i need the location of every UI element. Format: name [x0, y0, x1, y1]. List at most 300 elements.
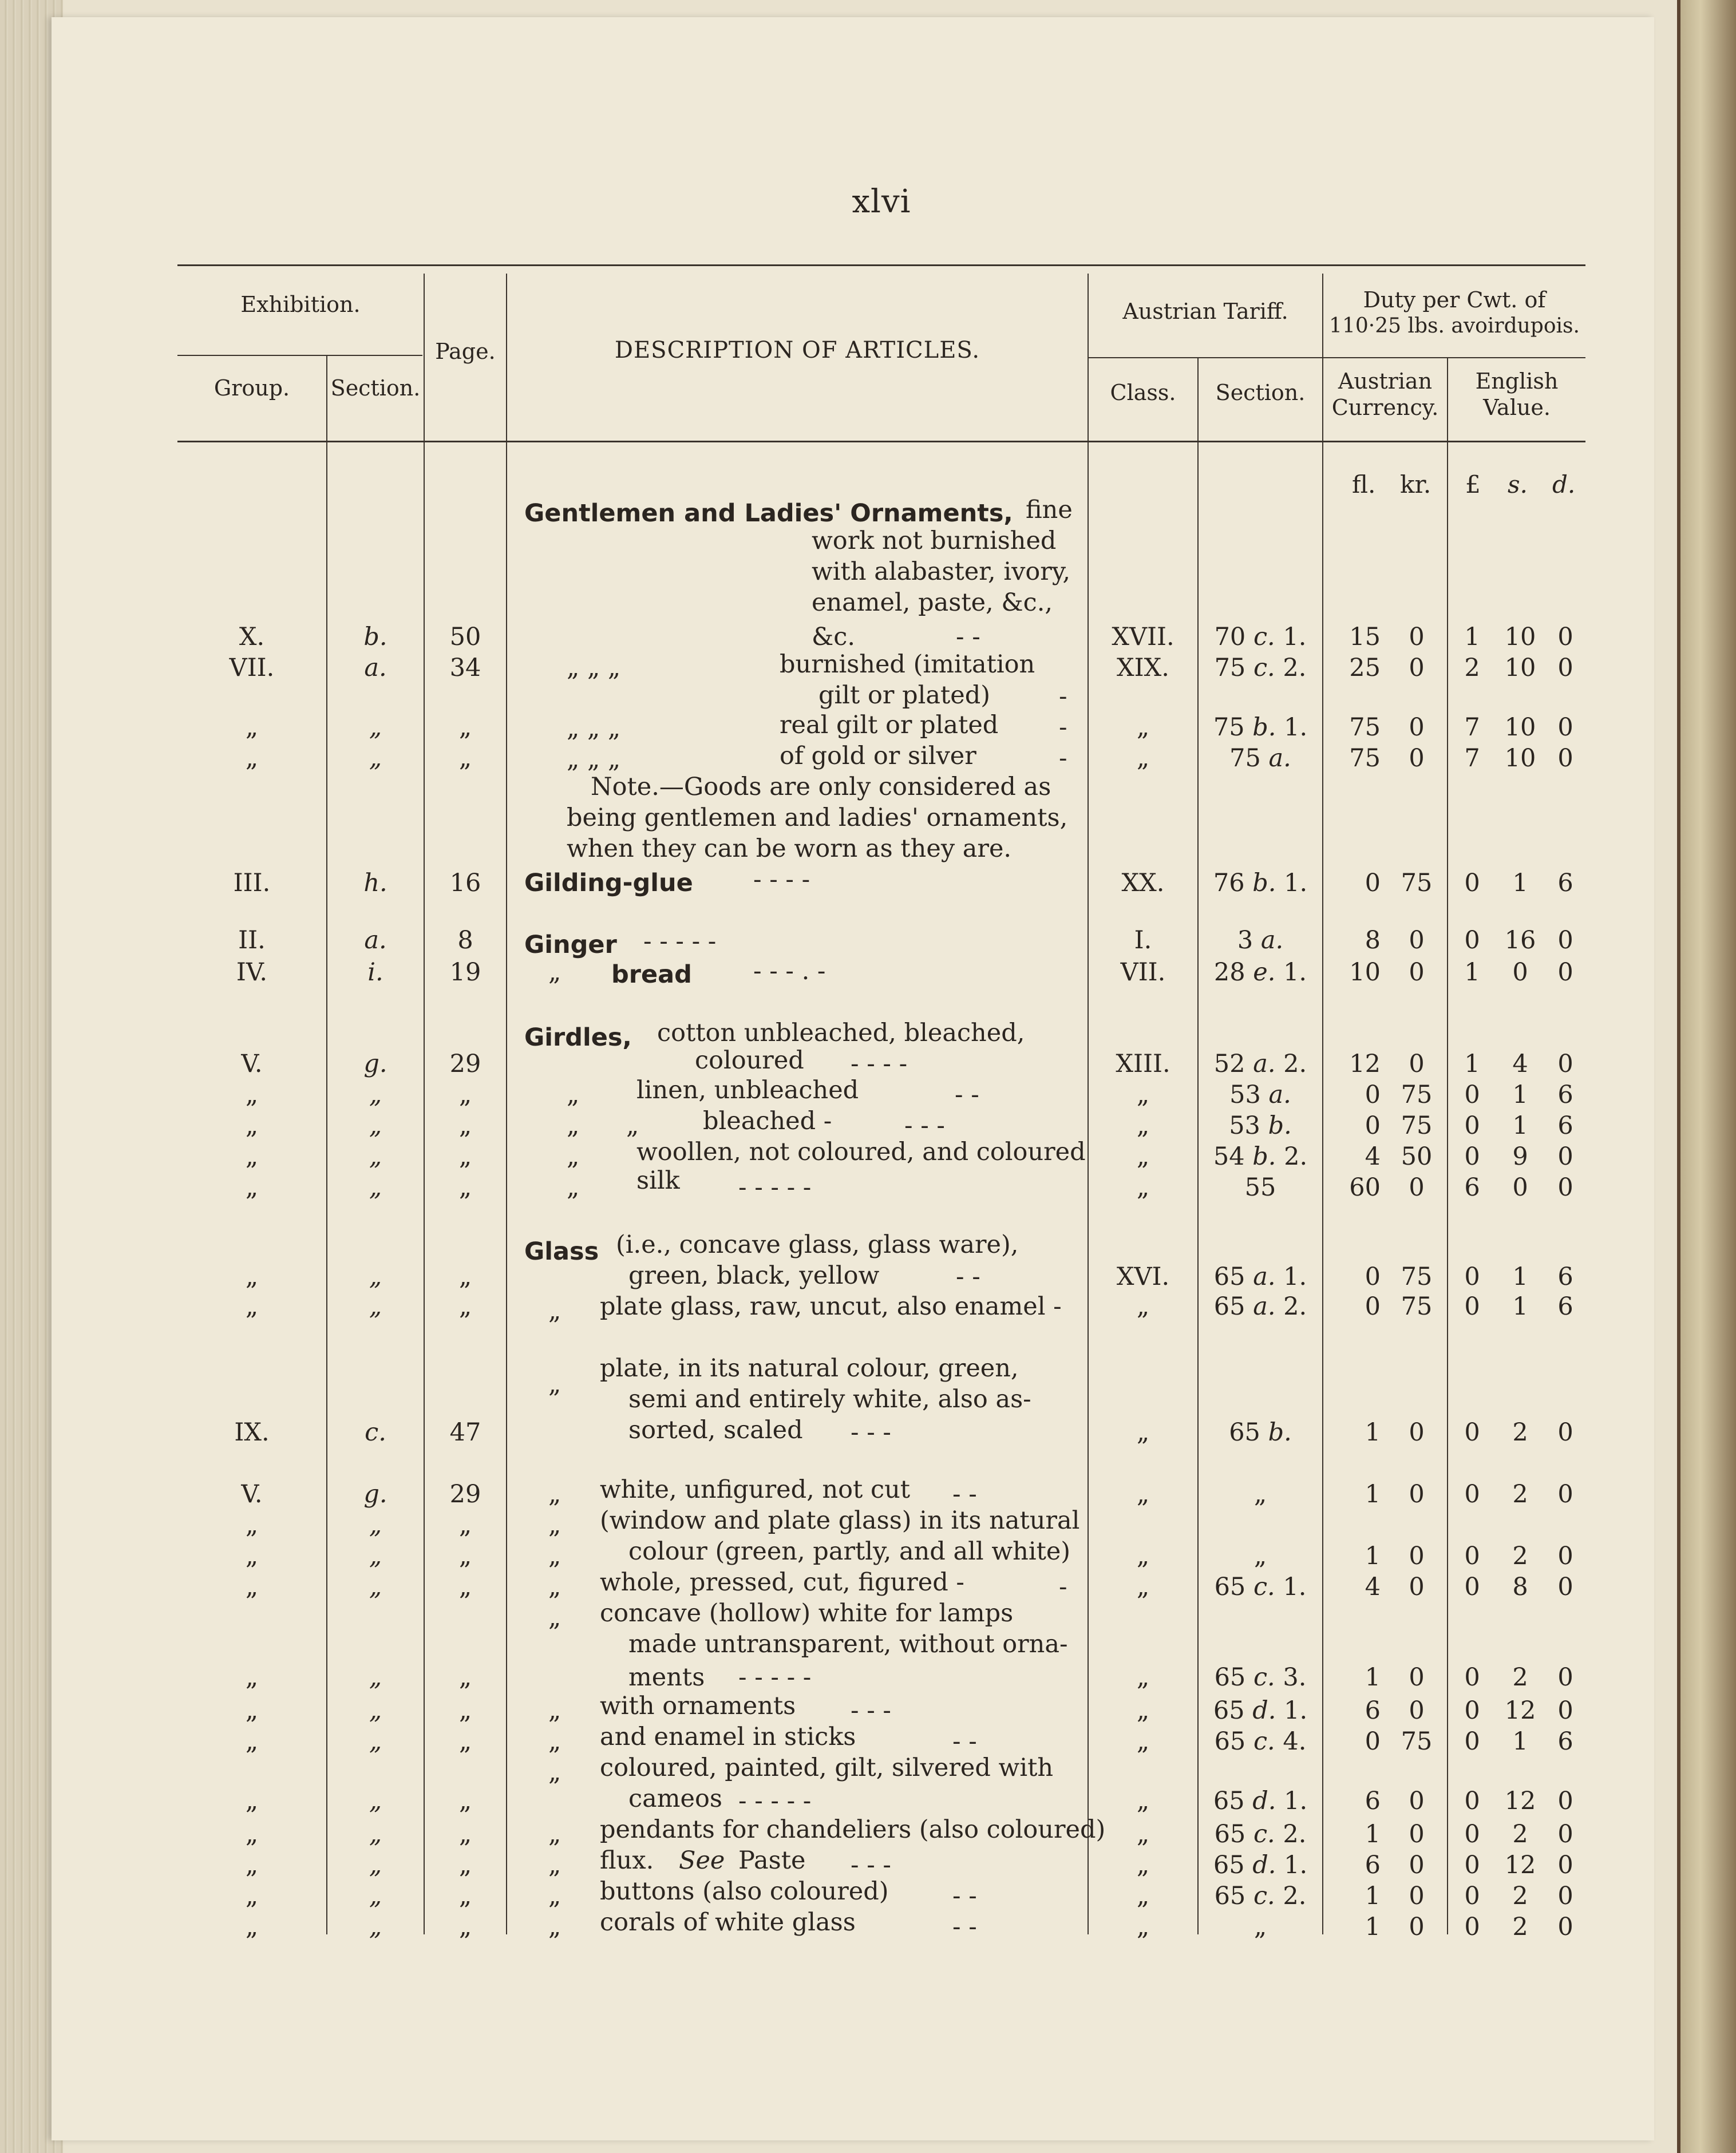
desc-dash: - - — [952, 1480, 977, 1509]
cell-group: „ — [245, 1913, 259, 1941]
desc-text: corals of white glass — [600, 1908, 856, 1937]
cell-fl: 4 — [1365, 1142, 1381, 1171]
cell-section: „ — [369, 1787, 382, 1815]
desc-text: bleached - — [703, 1107, 832, 1135]
cell-l: 0 — [1464, 1292, 1480, 1321]
cell-group: „ — [245, 744, 259, 773]
next-page-edge — [1677, 0, 1736, 2153]
cell-kr: 0 — [1409, 1480, 1425, 1509]
cell-tsec: 65 c. 4. — [1214, 1727, 1307, 1756]
cell-page: „ — [458, 1542, 472, 1570]
desc-text: See — [679, 1846, 725, 1875]
cell-l: 0 — [1464, 1663, 1480, 1692]
cell-fl: 1 — [1365, 1542, 1381, 1570]
cell-fl: 0 — [1365, 1111, 1381, 1140]
desc-text: cotton unbleached, bleached, — [657, 1019, 1025, 1047]
cell-l: 0 — [1464, 1820, 1480, 1849]
cell-s: 10 — [1504, 654, 1536, 682]
cell-l: 7 — [1464, 744, 1480, 773]
cell-tsec: 65 a. 2. — [1213, 1292, 1307, 1321]
cell-kr: 0 — [1409, 1913, 1425, 1941]
cell-page: „ — [458, 1787, 472, 1815]
cell-tsec: 65 c. 2. — [1214, 1882, 1307, 1910]
cell-s: 2 — [1512, 1663, 1528, 1692]
cell-tsec: 65 c. 2. — [1214, 1820, 1307, 1849]
cell-class: „ — [1136, 1882, 1150, 1910]
cell-l: 0 — [1464, 926, 1480, 955]
desc-text: flux. — [600, 1846, 654, 1875]
cell-kr: 0 — [1409, 1418, 1425, 1447]
cell-page: 34 — [449, 654, 481, 682]
cell-kr: 75 — [1401, 869, 1433, 897]
cell-fl: 0 — [1365, 1727, 1381, 1756]
cell-group: „ — [245, 1142, 259, 1171]
cell-s: 12 — [1504, 1696, 1536, 1725]
cell-section: „ — [369, 744, 382, 773]
desc-dash: - - — [956, 1262, 980, 1291]
cell-d: 6 — [1557, 1111, 1573, 1140]
desc-ditto: „ — [567, 1111, 580, 1140]
desc-heading-ornaments: Gentlemen and Ladies' Ornaments, — [524, 499, 1013, 528]
desc-dash: - - - . - — [753, 957, 826, 986]
cell-page: „ — [458, 1111, 472, 1140]
cell-d: 0 — [1557, 1787, 1573, 1815]
cell-kr: 75 — [1401, 1111, 1433, 1140]
header-austrian-currency-1: Austrian — [1338, 369, 1433, 394]
cell-d: 6 — [1557, 1292, 1573, 1321]
cell-group: X. — [239, 623, 265, 651]
page-number: xlvi — [852, 183, 911, 220]
cell-d: 0 — [1557, 1696, 1573, 1725]
cell-d: 0 — [1557, 1820, 1573, 1849]
desc-dash: - - — [952, 1882, 977, 1910]
desc-text: &c. — [812, 623, 856, 651]
cell-kr: 0 — [1409, 1851, 1425, 1879]
desc-ditto: „ — [548, 1851, 561, 1879]
cell-group: „ — [245, 1820, 259, 1849]
desc-heading-glass: Glass — [524, 1237, 599, 1266]
cell-section: a. — [364, 926, 387, 955]
cell-class: „ — [1136, 1573, 1150, 1601]
cell-l: 6 — [1464, 1173, 1480, 1202]
cell-page: „ — [458, 1882, 472, 1910]
cell-kr: 0 — [1409, 713, 1425, 742]
cell-l: 0 — [1464, 1787, 1480, 1815]
desc-text: concave (hollow) white for lamps — [600, 1599, 1014, 1628]
cell-tsec: 65 d. 1. — [1213, 1787, 1308, 1815]
cell-group: „ — [245, 1787, 259, 1815]
cell-tsec: 76 b. 1. — [1213, 869, 1308, 897]
desc-text: fine — [1026, 496, 1073, 524]
cell-s: 1 — [1512, 1727, 1528, 1756]
cell-section: „ — [369, 1663, 382, 1692]
desc-heading-girdles: Girdles, — [524, 1023, 632, 1052]
cell-class: „ — [1136, 713, 1150, 742]
cell-page: „ — [458, 713, 472, 742]
cell-section: „ — [369, 1081, 382, 1109]
desc-text: with ornaments — [600, 1692, 796, 1720]
header-class: Class. — [1110, 380, 1176, 405]
desc-dash: - - - - — [753, 865, 810, 894]
cell-tsec: „ — [1253, 1542, 1267, 1570]
cell-group: IV. — [236, 958, 268, 987]
cell-group: II. — [238, 926, 266, 955]
cell-class: XIII. — [1116, 1050, 1170, 1078]
cell-fl: 1 — [1365, 1418, 1381, 1447]
cell-fl: 75 — [1349, 744, 1381, 773]
desc-note: being gentlemen and ladies' ornaments, — [567, 804, 1068, 832]
desc-text: (window and plate glass) in its natural — [600, 1506, 1080, 1535]
cell-s: 2 — [1512, 1480, 1528, 1509]
desc-dash: - - - - — [851, 1050, 908, 1078]
desc-ditto: „ — [626, 1111, 639, 1140]
desc-text: pendants for chandeliers (also coloured) — [600, 1815, 1106, 1844]
cell-s: 2 — [1512, 1820, 1528, 1849]
cell-s: 2 — [1512, 1542, 1528, 1570]
cell-tsec: 53 b. — [1229, 1111, 1292, 1140]
cell-fl: 60 — [1349, 1173, 1381, 1202]
cell-kr: 0 — [1409, 958, 1425, 987]
cell-page: „ — [458, 1173, 472, 1202]
cell-section: g. — [363, 1480, 387, 1509]
desc-heading-gilding-glue: Gilding-glue — [524, 869, 693, 897]
cell-section: „ — [369, 1573, 382, 1601]
desc-dash: - — [1059, 713, 1067, 742]
cell-section: g. — [363, 1050, 387, 1078]
desc-note: Note.—Goods are only considered as — [591, 773, 1051, 801]
desc-heading-ginger: Ginger — [524, 931, 617, 959]
cell-tsec: 75 b. 1. — [1213, 713, 1308, 742]
cell-group: „ — [245, 1727, 259, 1756]
cell-s: 16 — [1504, 926, 1536, 955]
cell-fl: 4 — [1365, 1573, 1381, 1601]
desc-ditto: „ — [548, 1882, 561, 1910]
cell-s: 9 — [1512, 1142, 1528, 1171]
desc-ditto: „ — [548, 1542, 561, 1570]
cell-tsec: 54 b. 2. — [1213, 1142, 1308, 1171]
header-duty-line1: Duty per Cwt. of — [1363, 287, 1546, 312]
desc-text: (i.e., concave glass, glass ware), — [616, 1230, 1019, 1259]
header-exhibition: Exhibition. — [240, 292, 361, 317]
cell-l: 0 — [1464, 1262, 1480, 1291]
cell-s: 10 — [1504, 744, 1536, 773]
cell-class: XIX. — [1117, 654, 1169, 682]
desc-ditto: „ — [567, 1081, 580, 1109]
header-austrian-currency-2: Currency. — [1331, 395, 1439, 420]
cell-d: 6 — [1557, 1081, 1573, 1109]
table-top-rule — [177, 264, 1585, 266]
cell-class: „ — [1136, 1480, 1150, 1509]
cell-class: „ — [1136, 1081, 1150, 1109]
cell-page: „ — [458, 1142, 472, 1171]
desc-text: Paste — [738, 1846, 806, 1875]
cell-fl: 0 — [1365, 1292, 1381, 1321]
cell-l: 0 — [1464, 1696, 1480, 1725]
desc-ditto: „ — [567, 1142, 580, 1171]
cell-kr: 0 — [1409, 1050, 1425, 1078]
desc-text: of gold or silver — [780, 742, 976, 770]
desc-dash: - - - — [904, 1111, 945, 1140]
desc-dash: - — [1059, 1573, 1067, 1601]
desc-ditto: „ — [548, 1758, 561, 1787]
cell-d: 0 — [1557, 1663, 1573, 1692]
cell-section: „ — [369, 713, 382, 742]
cell-section: i. — [367, 958, 383, 987]
cell-page: 29 — [449, 1480, 481, 1509]
desc-ditto: „ — [548, 1480, 561, 1509]
desc-note: when they can be worn as they are. — [567, 834, 1012, 863]
desc-dash: - — [1059, 744, 1067, 773]
desc-dash: - - - — [851, 1851, 891, 1879]
cell-tsec: 65 b. — [1229, 1418, 1292, 1447]
cell-d: 0 — [1557, 1542, 1573, 1570]
cell-group: „ — [245, 1573, 259, 1601]
cell-l: 2 — [1464, 654, 1480, 682]
cell-group: „ — [245, 1081, 259, 1109]
cell-class: „ — [1136, 1851, 1150, 1879]
header-description: DESCRIPTION OF ARTICLES. — [614, 337, 980, 363]
cell-l: 0 — [1464, 1882, 1480, 1910]
cell-d: 0 — [1557, 926, 1573, 955]
cell-d: 0 — [1557, 654, 1573, 682]
cell-fl: 10 — [1349, 958, 1381, 987]
cell-s: 12 — [1504, 1787, 1536, 1815]
desc-text: white, unfigured, not cut — [600, 1475, 911, 1504]
cell-d: 6 — [1557, 869, 1573, 897]
desc-ditto: „ — [548, 958, 561, 987]
cell-class: „ — [1136, 1292, 1150, 1321]
cell-page: 16 — [449, 869, 481, 897]
cell-l: 0 — [1464, 1851, 1480, 1879]
cell-tsec: 28 e. 1. — [1213, 958, 1307, 987]
cell-fl: 1 — [1365, 1480, 1381, 1509]
desc-dash: - - — [956, 623, 980, 651]
desc-text: semi and entirely white, also as- — [628, 1385, 1031, 1414]
cell-fl: 12 — [1349, 1050, 1381, 1078]
cell-kr: 75 — [1401, 1292, 1433, 1321]
desc-ditto: „ — [548, 1511, 561, 1539]
unit-pound: £ — [1465, 470, 1481, 498]
cell-group: „ — [245, 1882, 259, 1910]
cell-l: 0 — [1464, 869, 1480, 897]
header-english-value-2: Value. — [1483, 395, 1551, 420]
desc-ditto: „ — [548, 1604, 561, 1632]
desc-text: woollen, not coloured, and coloured — [636, 1138, 1086, 1166]
cell-section: h. — [363, 869, 387, 897]
cell-page: 19 — [449, 958, 481, 987]
unit-kr: kr. — [1400, 470, 1431, 498]
cell-kr: 0 — [1409, 1696, 1425, 1725]
cell-d: 0 — [1557, 1050, 1573, 1078]
cell-kr: 0 — [1409, 1663, 1425, 1692]
cell-class: „ — [1136, 1418, 1150, 1447]
cell-section: „ — [369, 1882, 382, 1910]
cell-s: 1 — [1512, 869, 1528, 897]
cell-page: 50 — [449, 623, 481, 651]
cell-tsec: „ — [1253, 1480, 1267, 1509]
cell-class: I. — [1134, 926, 1152, 955]
desc-text: sorted, scaled — [628, 1416, 803, 1444]
cell-page: „ — [458, 1820, 472, 1849]
cell-class: „ — [1136, 1173, 1150, 1202]
desc-text: plate glass, raw, uncut, also enamel - — [600, 1292, 1062, 1321]
cell-page: „ — [458, 1727, 472, 1756]
cell-group: „ — [245, 1696, 259, 1725]
cell-tsec: 75 c. 2. — [1214, 654, 1307, 682]
cell-page: 47 — [449, 1418, 481, 1447]
cell-l: 0 — [1464, 1142, 1480, 1171]
cell-s: 1 — [1512, 1081, 1528, 1109]
cell-d: 0 — [1557, 1142, 1573, 1171]
cell-class: „ — [1136, 1820, 1150, 1849]
cell-section: „ — [369, 1913, 382, 1941]
col-rule-currency-value — [1447, 358, 1448, 1934]
cell-l: 0 — [1464, 1111, 1480, 1140]
header-bottom-rule — [177, 441, 1585, 442]
desc-ditto: „ — [548, 1297, 561, 1325]
exhibition-subrule — [177, 355, 422, 356]
desc-text: green, black, yellow — [628, 1261, 880, 1290]
cell-fl: 1 — [1365, 1882, 1381, 1910]
cell-tsec: 65 c. 1. — [1214, 1573, 1307, 1601]
cell-group: „ — [245, 1542, 259, 1570]
cell-group: V. — [241, 1050, 263, 1078]
desc-ditto: „ — [548, 1573, 561, 1601]
cell-s: 2 — [1512, 1882, 1528, 1910]
col-rule-page-desc — [506, 274, 507, 1934]
cell-kr: 50 — [1401, 1142, 1433, 1171]
cell-tsec: 53 a. — [1229, 1081, 1291, 1109]
cell-s: 8 — [1512, 1573, 1528, 1601]
desc-text: and enamel in sticks — [600, 1723, 856, 1751]
cell-d: 0 — [1557, 1851, 1573, 1879]
cell-section: „ — [369, 1142, 382, 1171]
header-group: Group. — [213, 375, 290, 401]
cell-kr: 0 — [1409, 926, 1425, 955]
cell-section: „ — [369, 1292, 382, 1321]
cell-fl: 6 — [1365, 1696, 1381, 1725]
cell-fl: 25 — [1349, 654, 1381, 682]
cell-fl: 6 — [1365, 1851, 1381, 1879]
cell-l: 1 — [1464, 623, 1480, 651]
cell-class: VII. — [1120, 958, 1166, 987]
desc-ditto: „ — [567, 1173, 580, 1202]
desc-ditto: „ — [548, 1913, 561, 1941]
desc-dash: - - — [952, 1727, 977, 1756]
cell-fl: 0 — [1365, 1262, 1381, 1291]
cell-tsec: 65 d. 1. — [1213, 1851, 1308, 1879]
cell-d: 0 — [1557, 1913, 1573, 1941]
cell-kr: 0 — [1409, 1542, 1425, 1570]
cell-s: 10 — [1504, 623, 1536, 651]
cell-section: „ — [369, 1511, 382, 1539]
cell-class: „ — [1136, 1913, 1150, 1941]
cell-s: 10 — [1504, 713, 1536, 742]
cell-kr: 0 — [1409, 1820, 1425, 1849]
desc-text: linen, unbleached — [636, 1076, 859, 1105]
cell-kr: 0 — [1409, 1573, 1425, 1601]
cell-group: „ — [245, 713, 259, 742]
cell-class: „ — [1136, 1542, 1150, 1570]
cell-l: 0 — [1464, 1418, 1480, 1447]
cell-class: „ — [1136, 1727, 1150, 1756]
cell-group: „ — [245, 1111, 259, 1140]
desc-text: with alabaster, ivory, — [812, 557, 1071, 586]
header-duty-line2: 110·25 lbs. avoirdupois. — [1329, 314, 1580, 338]
desc-ditto: „ „ „ — [567, 714, 621, 743]
header-page: Page. — [435, 339, 496, 364]
cell-tsec: 52 a. 2. — [1213, 1050, 1307, 1078]
desc-text: ments — [628, 1663, 705, 1692]
cell-tsec: 55 — [1244, 1173, 1276, 1202]
unit-pence: d. — [1552, 470, 1576, 498]
cell-fl: 1 — [1365, 1913, 1381, 1941]
cell-page: „ — [458, 1262, 472, 1291]
cell-d: 0 — [1557, 1480, 1573, 1509]
desc-ditto: „ „ „ — [567, 654, 621, 682]
cell-d: 0 — [1557, 1418, 1573, 1447]
cell-s: 12 — [1504, 1851, 1536, 1879]
desc-text: buttons (also coloured) — [600, 1877, 889, 1906]
cell-class: „ — [1136, 1142, 1150, 1171]
cell-page: „ — [458, 1573, 472, 1601]
cell-fl: 0 — [1365, 869, 1381, 897]
cell-group: „ — [245, 1851, 259, 1879]
cell-s: 2 — [1512, 1418, 1528, 1447]
cell-section: „ — [369, 1173, 382, 1202]
cell-section: a. — [364, 654, 387, 682]
desc-dash: - - - — [851, 1696, 891, 1725]
desc-text: whole, pressed, cut, figured - — [600, 1568, 964, 1597]
cell-fl: 6 — [1365, 1787, 1381, 1815]
cell-d: 0 — [1557, 958, 1573, 987]
cell-tsec: 65 a. 1. — [1213, 1262, 1307, 1291]
cell-tsec: 65 c. 3. — [1214, 1663, 1307, 1692]
desc-dash: - - - - - — [738, 1663, 812, 1692]
desc-dash: - - - - - — [738, 1173, 812, 1202]
cell-tsec: 70 c. 1. — [1214, 623, 1307, 651]
unit-fl: fl. — [1352, 470, 1376, 498]
cell-group: „ — [245, 1173, 259, 1202]
cell-section: c. — [365, 1418, 386, 1447]
desc-text: work not burnished — [812, 527, 1057, 555]
desc-ditto: „ — [548, 1820, 561, 1849]
header-tariff-section: Section. — [1215, 380, 1306, 405]
cell-class: „ — [1136, 744, 1150, 773]
desc-ditto: „ „ „ — [567, 745, 621, 774]
cell-group: „ — [245, 1511, 259, 1539]
cell-page: „ — [458, 1663, 472, 1692]
cell-s: 1 — [1512, 1292, 1528, 1321]
cell-page: „ — [458, 744, 472, 773]
cell-fl: 8 — [1365, 926, 1381, 955]
cell-page: 29 — [449, 1050, 481, 1078]
cell-fl: 1 — [1365, 1663, 1381, 1692]
desc-dash: - - — [952, 1913, 977, 1941]
desc-text: burnished (imitation — [780, 650, 1035, 679]
cell-fl: 0 — [1365, 1081, 1381, 1109]
cell-page: „ — [458, 1913, 472, 1941]
cell-l: 7 — [1464, 713, 1480, 742]
cell-s: 2 — [1512, 1913, 1528, 1941]
cell-d: 0 — [1557, 1573, 1573, 1601]
cell-fl: 15 — [1349, 623, 1381, 651]
desc-heading-bread: bread — [611, 960, 692, 989]
cell-d: 0 — [1557, 713, 1573, 742]
desc-text: coloured, painted, gilt, silvered with — [600, 1754, 1054, 1782]
desc-text: real gilt or plated — [780, 711, 999, 739]
cell-group: „ — [245, 1262, 259, 1291]
